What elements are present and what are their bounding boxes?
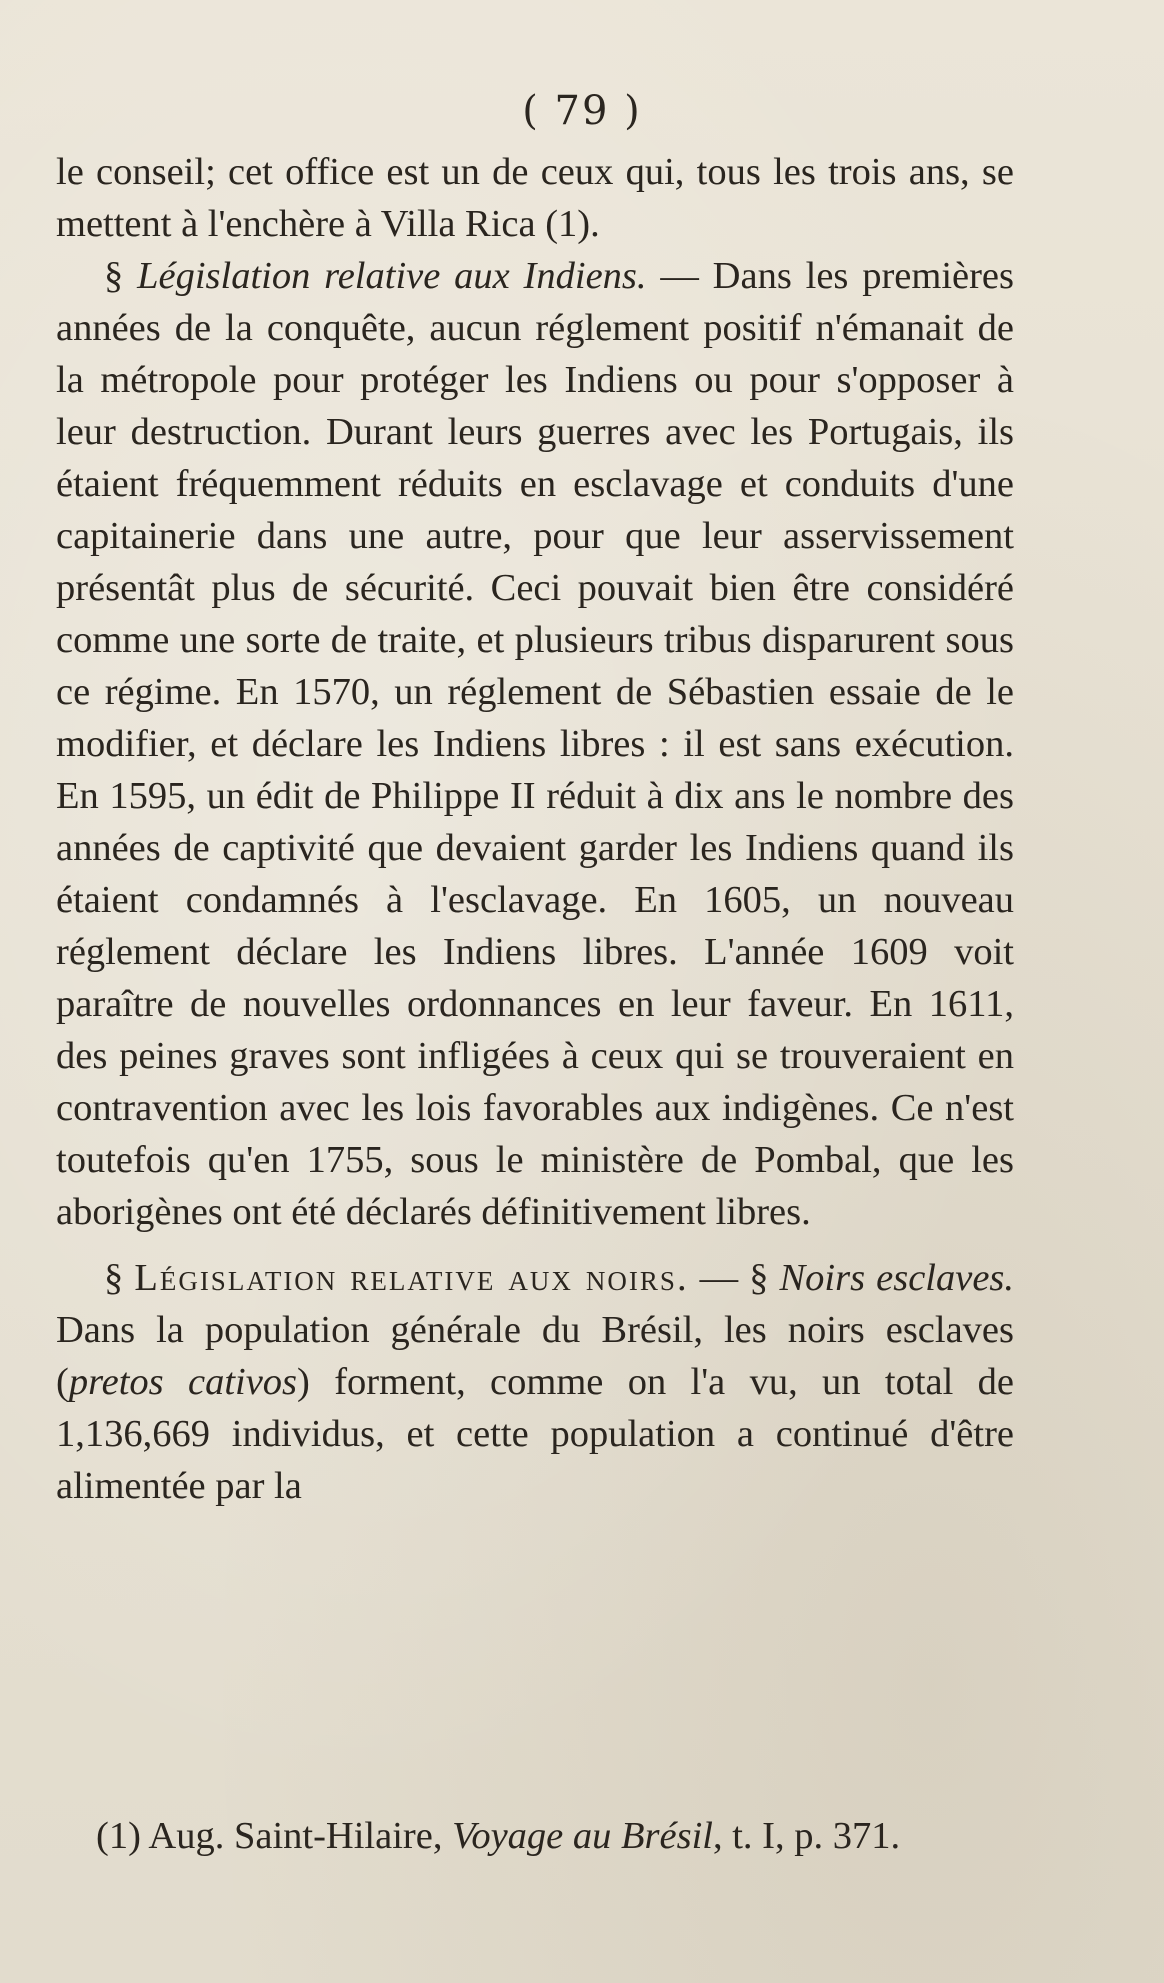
footnote-author: Aug. Saint-Hilaire, bbox=[140, 1815, 453, 1857]
section-heading-noirs: Législation relative aux noirs. bbox=[134, 1257, 689, 1299]
paragraph-noirs-text-b: ) forment, comme on l'a vu, un total de 1,136,669 individus, et cette population a continué d'être alimentée par la bbox=[56, 1361, 1014, 1507]
subsection-heading-noirs-esclaves: Noirs esclaves. bbox=[779, 1257, 1015, 1299]
section-mark: § bbox=[104, 1257, 124, 1299]
paragraph-indiens bbox=[56, 250, 1014, 1238]
italic-term: pretos cativos bbox=[68, 1361, 298, 1403]
section-heading-indiens: Législation relative aux Indiens. bbox=[137, 255, 647, 297]
footnote-rest: , t. I, p. 371. bbox=[712, 1815, 901, 1857]
paragraph-continuation: le conseil; cet office est un de ceux qui, tous les trois ans, se mettent à l'enchère à Villa Rica (1). bbox=[56, 151, 1014, 245]
dash: — bbox=[688, 1257, 750, 1299]
paragraph-indiens-text: — Dans les premières années de la conquête, aucun réglement positif n'émanait de la métropole pour protéger les Indiens ou pour s'opposer à leur destruction. Durant leurs guerres avec les Portugais, ils étaient fréquemment réduits en esclavage et conduits d'une capitainerie dans une autre, pour que leur asservissement présentât plus de sécurité. Ceci pouvait bien être considéré comme une sorte de traite, et plusieurs tribus disparurent sous ce régime. En 1570, un réglement de Sébastien essaie de le modifier, et déclare les Indiens libres : il est sans exécution. En 1595, un édit de Philippe II réduit à dix ans le nombre des années de captivité que devaient garder les Indiens quand ils étaient condamnés à l'esclavage. En 1605, un nouveau réglement déclare les Indiens libres. L'année 1609 voit paraître de nouvelles ordonnances en leur faveur. En 1611, des peines graves sont infligées à ceux qui se trouveraient en contravention avec les lois favorables aux indigènes. Ce n'est toutefois qu'en 1755, sous le ministère de Pombal, que les aborigènes ont été déclarés définitivement libres. bbox=[56, 255, 1014, 1233]
footnote-title: Voyage au Brésil bbox=[452, 1815, 713, 1857]
paragraph-noirs-text-a: Dans la population générale du Brésil, les noirs esclaves ( bbox=[56, 1309, 1014, 1403]
paragraph-noirs bbox=[56, 1252, 1014, 1512]
page-number: ( 79 ) bbox=[522, 88, 642, 134]
main-text bbox=[56, 146, 1014, 1512]
section-mark: § bbox=[104, 255, 124, 297]
footnote bbox=[56, 1810, 1014, 1862]
footnote-marker: (1) bbox=[96, 1815, 141, 1857]
subsection-mark: § bbox=[749, 1257, 769, 1299]
